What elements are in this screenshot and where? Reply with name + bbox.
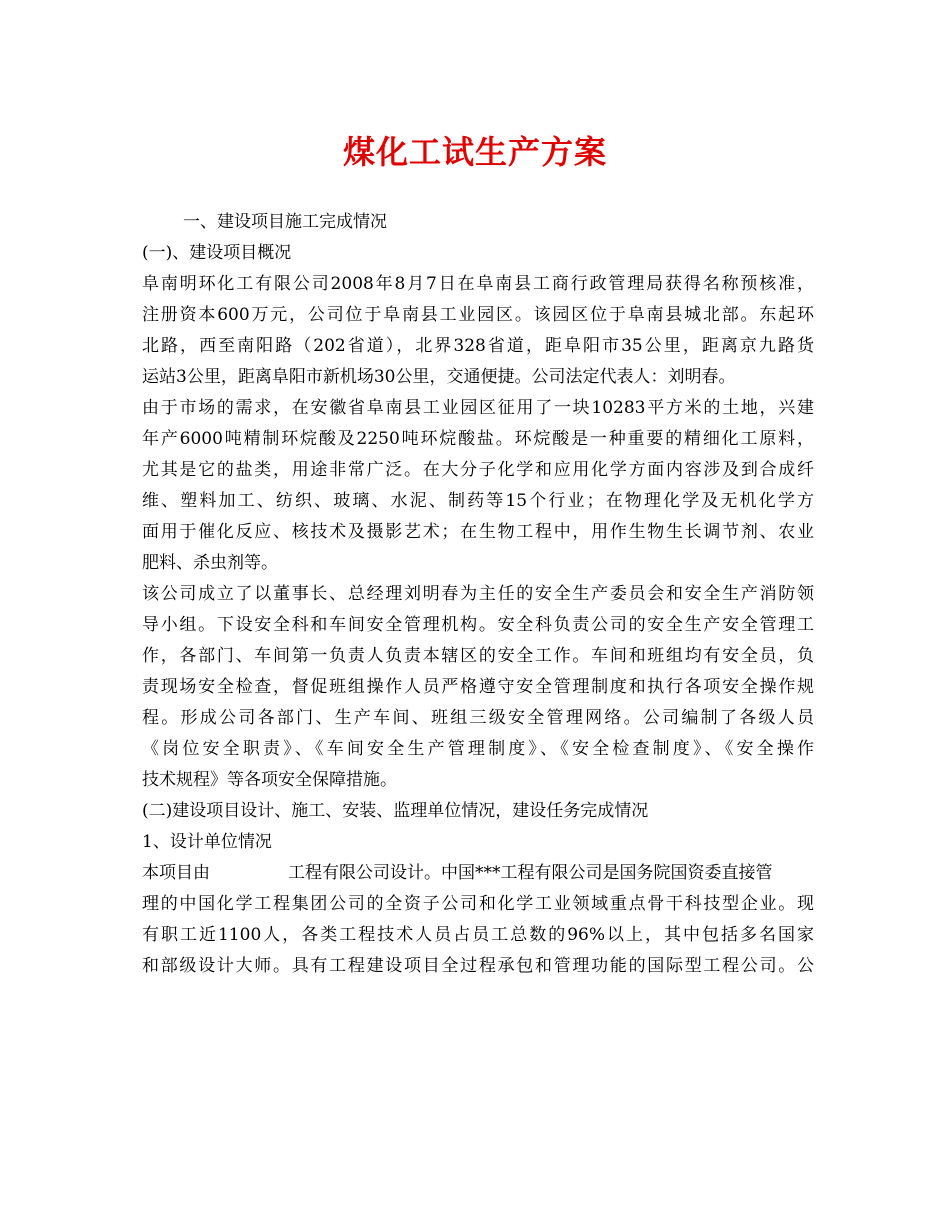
section-heading: 一、建设项目施工完成情况 bbox=[183, 212, 387, 232]
paragraph-line: 导小组。下设安全科和车间安全管理机构。安全科负责公司的安全生产安全管理工 bbox=[142, 615, 814, 635]
paragraph-line: 维、塑料加工、纺织、玻璃、水泥、制药等15个行业；在物理化学及无机化学方 bbox=[142, 491, 814, 511]
paragraph-line: 面用于催化反应、核技术及摄影艺术；在生物工程中，用作生物生长调节剂、农业 bbox=[142, 522, 814, 542]
paragraph-line: 注册资本600万元，公司位于阜南县工业园区。该园区位于阜南县城北部。东起环 bbox=[142, 305, 814, 325]
document-title: 煤化工试生产方案 bbox=[342, 133, 607, 171]
subsection-heading: (二)建设项目设计、施工、安装、监理单位情况，建设任务完成情况 bbox=[142, 801, 649, 821]
paragraph-line: 年产6000吨精制环烷酸及2250吨环烷酸盐。环烷酸是一种重要的精细化工原料， bbox=[142, 429, 814, 449]
paragraph-line: 理的中国化学工程集团公司的全资子公司和化学工业领域重点骨干科技型企业。现 bbox=[142, 894, 814, 914]
paragraph-line: 有职工近1100人，各类工程技术人员占员工总数的96%以上，其中包括多名国家 bbox=[142, 925, 814, 945]
paragraph-line: 技术规程》等各项安全保障措施。 bbox=[142, 770, 397, 790]
paragraph-fragment: 本项目由 bbox=[142, 863, 210, 883]
paragraph-line: 阜南明环化工有限公司2008年8月7日在阜南县工商行政管理局获得名称预核准， bbox=[142, 274, 814, 294]
paragraph-line: 和部级设计大师。具有工程建设项目全过程承包和管理功能的国际型工程公司。公 bbox=[142, 956, 814, 976]
paragraph-line: 运站3公里，距离阜阳市新机场30公里，交通便捷。公司法定代表人：刘明春。 bbox=[142, 367, 736, 387]
paragraph-line: 肥料、杀虫剂等。 bbox=[142, 553, 278, 573]
paragraph-fragment: 工程有限公司设计。中国***工程有限公司是国务院国资委直接管 bbox=[288, 863, 773, 883]
paragraph-line: 北路，西至南阳路（202省道），北界328省道，距阜阳市35公里，距离京九路货 bbox=[142, 336, 814, 356]
subsection-heading: (一)、建设项目概况 bbox=[142, 243, 292, 263]
paragraph-line: 责现场安全检查，督促班组操作人员严格遵守安全管理制度和执行各项安全操作规 bbox=[142, 677, 814, 697]
paragraph-line: 由于市场的需求，在安徽省阜南县工业园区征用了一块10283平方米的土地，兴建 bbox=[142, 398, 814, 418]
paragraph-line bbox=[142, 858, 814, 889]
paragraph-line: 程。形成公司各部门、生产车间、班组三级安全管理网络。公司编制了各级人员 bbox=[142, 708, 814, 728]
paragraph-line: 该公司成立了以董事长、总经理刘明春为主任的安全生产委员会和安全生产消防领 bbox=[142, 584, 814, 604]
paragraph-line: 作，各部门、车间第一负责人负责本辖区的安全工作。车间和班组均有安全员，负 bbox=[142, 646, 814, 666]
document-body bbox=[142, 207, 814, 982]
paragraph-line: 《岗位安全职责》、《车间安全生产管理制度》、《安全检查制度》、《安全操作 bbox=[142, 739, 814, 759]
item-heading: 1、设计单位情况 bbox=[142, 832, 272, 852]
paragraph-line: 尤其是它的盐类，用途非常广泛。在大分子化学和应用化学方面内容涉及到合成纤 bbox=[142, 460, 814, 480]
